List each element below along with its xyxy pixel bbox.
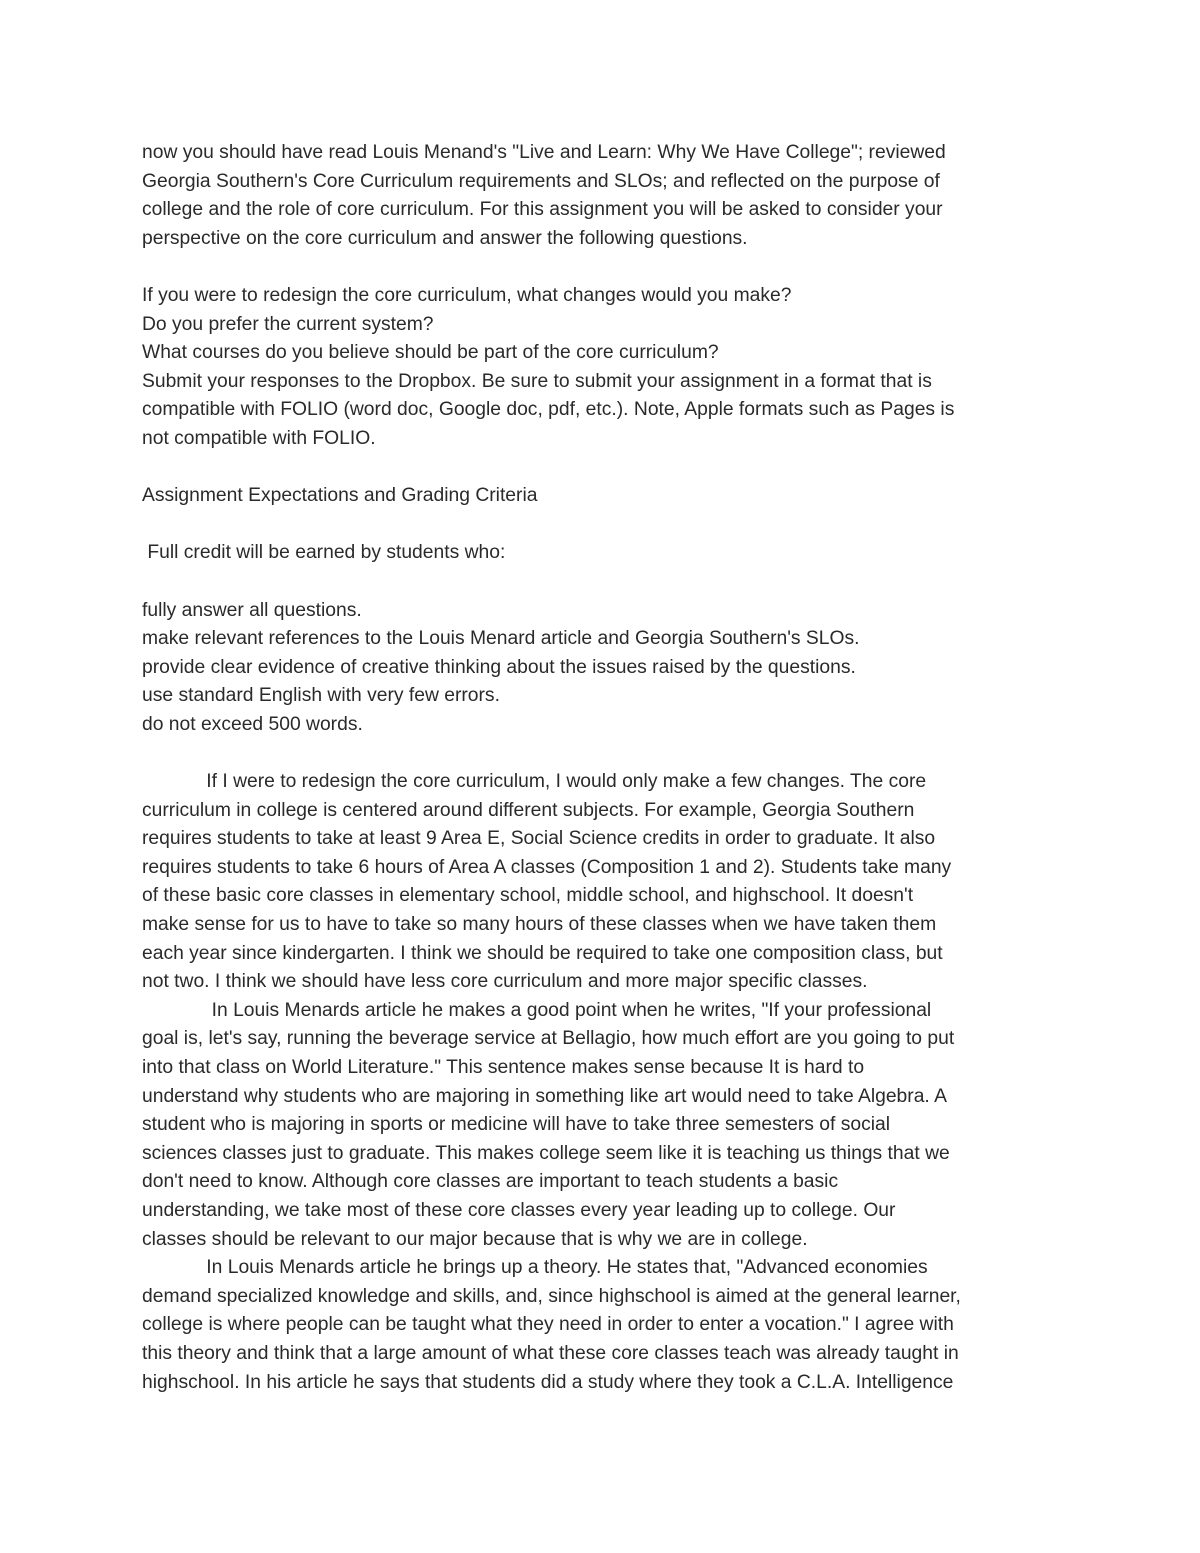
essay-line: highschool. In his article he says that students did a study where they took a C.L.A. Intelligence bbox=[142, 1371, 954, 1393]
essay-line: requires students to take at least 9 Area E, Social Science credits in order to graduate. It also bbox=[142, 828, 936, 850]
paragraph-gap bbox=[142, 454, 1072, 483]
essay-line: student who is majoring in sports or medicine will have to take three semesters of social bbox=[142, 1114, 891, 1136]
intro-line: perspective on the core curriculum and answer the following questions. bbox=[142, 227, 748, 249]
criteria-item: do not exceed 500 words. bbox=[142, 713, 363, 735]
criteria-item: provide clear evidence of creative thinking about the issues raised by the questions. bbox=[142, 656, 856, 678]
essay-line: of these basic core classes in elementary school, middle school, and highschool. It doesn't bbox=[142, 885, 914, 907]
question-line: What courses do you believe should be part of the core curriculum? bbox=[142, 342, 719, 364]
essay-line: college is where people can be taught what they need in order to enter a vocation." I agree with bbox=[142, 1314, 954, 1336]
essay-line: In Louis Menards article he makes a good point when he writes, "If your professional bbox=[142, 999, 932, 1021]
essay-line: In Louis Menards article he brings up a theory. He states that, "Advanced economies bbox=[142, 1257, 928, 1279]
expectations-heading: Assignment Expectations and Grading Criteria bbox=[142, 485, 538, 507]
criteria-list bbox=[142, 597, 1072, 740]
intro-paragraph bbox=[142, 139, 1072, 253]
essay-line: classes should be relevant to our major because that is why we are in college. bbox=[142, 1228, 808, 1250]
questions-block bbox=[142, 282, 1072, 454]
essay-line: each year since kindergarten. I think we should be required to take one composition class, but bbox=[142, 942, 943, 964]
criteria-item: make relevant references to the Louis Menard article and Georgia Southern's SLOs. bbox=[142, 628, 860, 650]
intro-line: Georgia Southern's Core Curriculum requirements and SLOs; and reflected on the purpose of bbox=[142, 170, 940, 192]
essay-line: goal is, let's say, running the beverage service at Bellagio, how much effort are you going to put bbox=[142, 1028, 955, 1050]
essay-line: understand why students who are majoring in something like art would need to take Algebra. A bbox=[142, 1085, 947, 1107]
essay-body bbox=[142, 768, 1072, 1397]
intro-line: now you should have read Louis Menand's "Live and Learn: Why We Have College"; reviewed bbox=[142, 142, 946, 163]
full-credit-intro: Full credit will be earned by students who: bbox=[142, 542, 506, 564]
essay-line: not two. I think we should have less core curriculum and more major specific classes. bbox=[142, 971, 868, 993]
essay-line: curriculum in college is centered around different subjects. For example, Georgia Southern bbox=[142, 799, 915, 821]
criteria-item: use standard English with very few errors. bbox=[142, 685, 500, 707]
essay-line: requires students to take 6 hours of Area A classes (Composition 1 and 2). Students take many bbox=[142, 856, 952, 878]
paragraph-gap bbox=[142, 739, 1072, 768]
criteria-item: fully answer all questions. bbox=[142, 599, 362, 621]
essay-line: this theory and think that a large amount of what these core classes teach was already taught in bbox=[142, 1342, 959, 1364]
essay-line: into that class on World Literature." This sentence makes sense because It is hard to bbox=[142, 1057, 865, 1078]
question-line: Do you prefer the current system? bbox=[142, 313, 434, 335]
essay-line: understanding, we take most of these core classes every year leading up to college. Our bbox=[142, 1199, 896, 1221]
paragraph-gap bbox=[142, 253, 1072, 282]
paragraph-gap bbox=[142, 511, 1072, 540]
intro-line: college and the role of core curriculum. For this assignment you will be asked to consider your bbox=[142, 199, 943, 221]
essay-line: If I were to redesign the core curriculum, I would only make a few changes. The core bbox=[142, 771, 927, 793]
document-body bbox=[142, 139, 1072, 1397]
essay-line: make sense for us to have to take so many hours of these classes when we have taken them bbox=[142, 914, 937, 936]
essay-line: demand specialized knowledge and skills, and, since highschool is aimed at the general learner, bbox=[142, 1285, 961, 1307]
essay-line: sciences classes just to graduate. This makes college seem like it is teaching us things that we bbox=[142, 1142, 950, 1164]
essay-line: don't need to know. Although core classes are important to teach students a basic bbox=[142, 1171, 839, 1193]
submission-line: Submit your responses to the Dropbox. Be sure to submit your assignment in a format that is bbox=[142, 370, 932, 392]
submission-line: compatible with FOLIO (word doc, Google doc, pdf, etc.). Note, Apple formats such as Pages is bbox=[142, 399, 955, 421]
submission-line: not compatible with FOLIO. bbox=[142, 427, 376, 449]
question-line: If you were to redesign the core curriculum, what changes would you make? bbox=[142, 284, 792, 306]
paragraph-gap bbox=[142, 568, 1072, 597]
